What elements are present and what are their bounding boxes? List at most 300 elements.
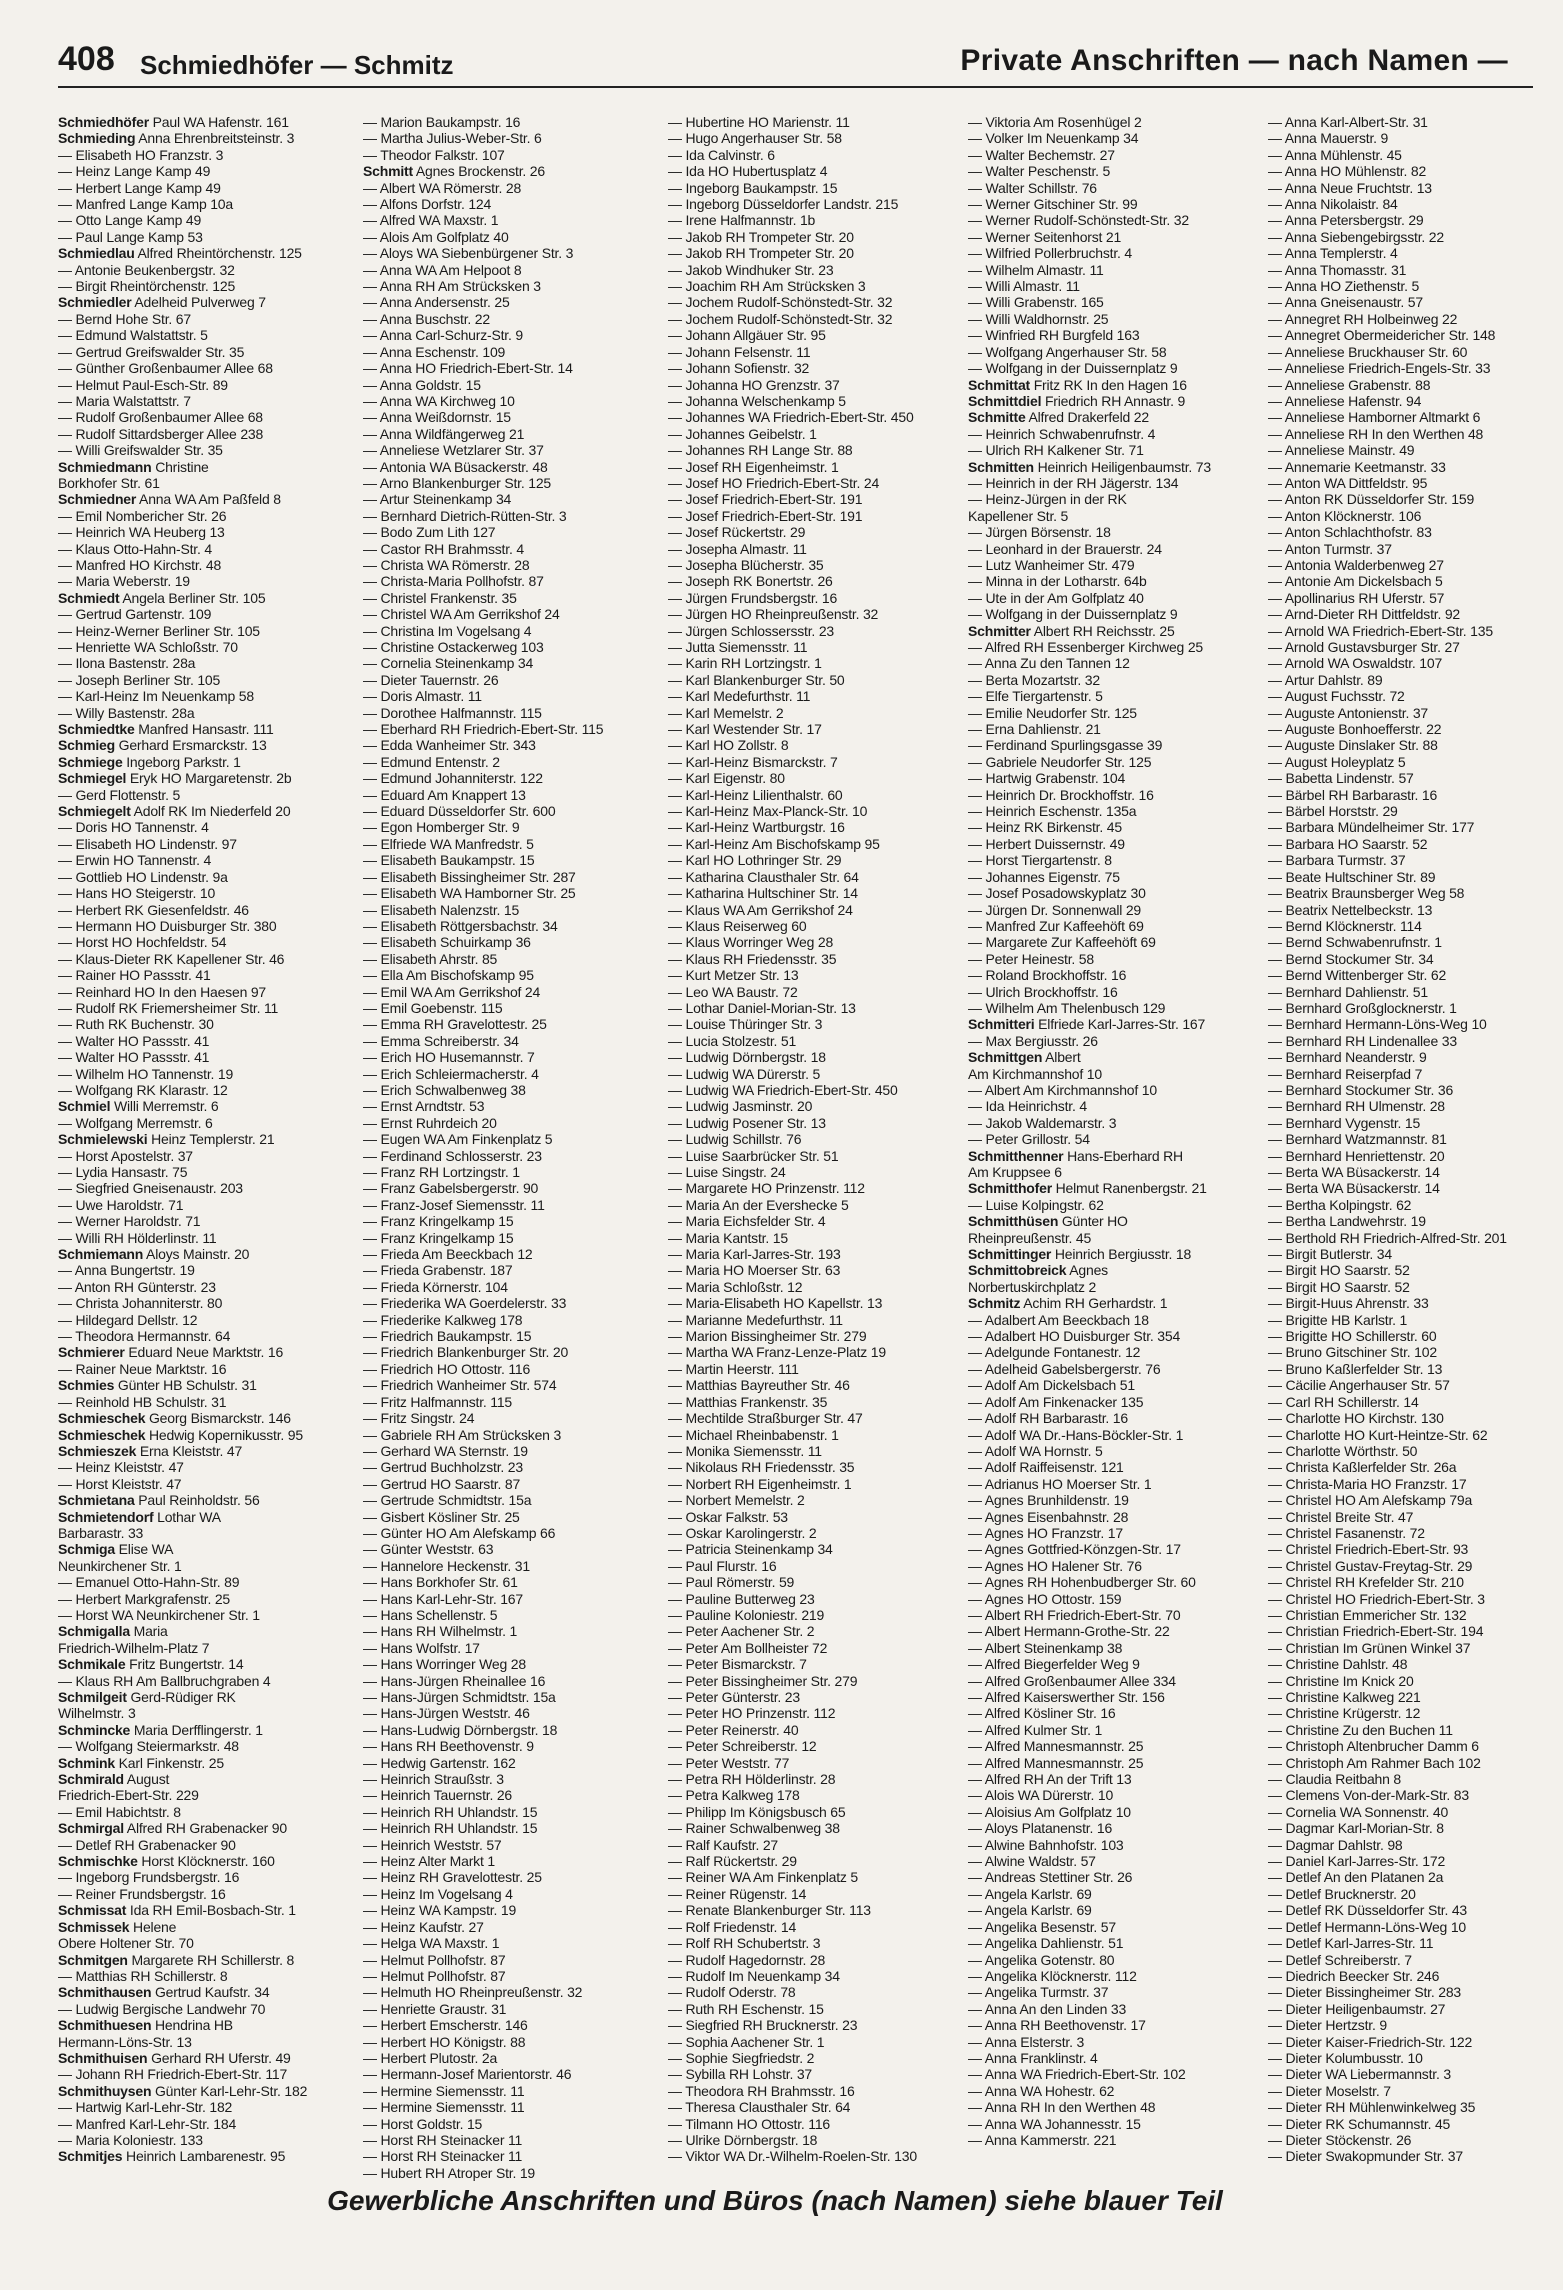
listing-entry: — Dieter Stöckenstr. 26 [1268,2131,1412,2148]
listing-entry: — Peter Heinestr. 58 [968,950,1094,967]
listing-entry: Schmittgen Albert [968,1049,1081,1066]
listing-entry: — Jochem Rudolf-Schönstedt-Str. 32 [668,294,893,311]
listing-entry: — Christoph Altenbrucher Damm 6 [1268,1738,1479,1755]
listing-entry: Schmieschek Hedwig Kopernikusstr. 95 [58,1426,303,1443]
listing-entry: — Max Bergiusstr. 26 [968,1032,1098,1049]
listing-entry: — Tilmann HO Ottostr. 116 [668,2115,831,2132]
listing-entry: — Willi Grabenstr. 165 [968,294,1104,311]
listing-entry: — Bernhard Vygenstr. 15 [1268,1114,1421,1131]
listing-entry: — Aloys Platanenstr. 16 [968,1820,1113,1837]
listing-entry: — Auguste Dinslaker Str. 88 [1268,737,1438,754]
page-number: 408 [58,40,115,78]
listing-entry: — Anna Thomasstr. 31 [1268,261,1407,278]
listing-entry: — Barbara HO Saarstr. 52 [1268,835,1428,852]
listing-entry: — Alfred Kulmer Str. 1 [968,1721,1103,1738]
listing-entry: — Christine Zu den Buchen 11 [1268,1721,1453,1738]
listing-entry: — Arnold WA Oswaldstr. 107 [1268,655,1443,672]
listing-entry: — Heinrich Straußstr. 3 [363,1771,504,1788]
listing-entry: — Günter Weststr. 63 [363,1541,494,1558]
listing-entry: — Barbara Turmstr. 37 [1268,852,1406,869]
listing-entry: — Karin RH Lortzingstr. 1 [668,655,822,672]
listing-entry: — Christoph Am Rahmer Bach 102 [1268,1754,1481,1771]
listing-entry: — Anton Schlachthofstr. 83 [1268,524,1432,541]
listing-entry: — Hildegard Dellstr. 12 [58,1311,198,1328]
listing-entry: — Karl HO Zollstr. 8 [668,737,789,754]
listing-entry: — Matthias Frankenstr. 35 [668,1393,828,1410]
listing-entry: — Nikolaus RH Friedensstr. 35 [668,1459,855,1476]
listing-entry: — Horst Apostelstr. 37 [58,1147,193,1164]
listing-entry: — Wilhelm Am Thelenbusch 129 [968,999,1166,1016]
listing-entry: — Peter Am Bollheister 72 [668,1639,828,1656]
listing-entry: — Roland Brockhoffstr. 16 [968,967,1127,984]
listing-entry: — Heinz Kleiststr. 47 [58,1459,184,1476]
listing-entry: — Cornelia WA Sonnenstr. 40 [1268,1803,1449,1820]
listing-entry: — Daniel Karl-Jarres-Str. 172 [1268,1853,1446,1870]
listing-entry: Wilhelmstr. 3 [58,1705,136,1722]
listing-entry: Hermann-Löns-Str. 13 [58,2033,192,2050]
listing-entry: — Ingeborg Baukampstr. 15 [668,179,838,196]
listing-entry: — Oskar Falkstr. 53 [668,1508,788,1525]
listing-entry: Schmirald August [58,1771,170,1788]
listing-entry: — Anneliese Wetzlarer Str. 37 [363,442,544,459]
listing-entry: — Rainer HO Passstr. 41 [58,967,211,984]
listing-entry: — Wolfgang in der Duissernplatz 9 [968,360,1178,377]
listing-entry: — Adolf WA Hornstr. 5 [968,1442,1103,1459]
listing-entry: — Wolfgang Merremstr. 6 [58,1114,213,1131]
listing-entry: — Alfred RH Essenberger Kirchweg 25 [968,639,1203,655]
listing-entry: — Volker Im Neuenkamp 34 [968,130,1139,147]
listing-entry: — Heinrich Eschenstr. 135a [968,803,1137,820]
listing-entry: — Gabriele RH Am Strücksken 3 [363,1426,562,1443]
listing-entry: — Ferdinand Spurlingsgasse 39 [968,737,1163,754]
listing-entry: Schmiedhöfer Paul WA Hafenstr. 161 [58,114,289,130]
listing-entry: — Ulrike Dörnbergstr. 18 [668,2131,818,2148]
listing-entry: Schmitt Agnes Brockenstr. 26 [363,163,545,180]
listing-entry: — Antonie Am Dickelsbach 5 [1268,573,1443,590]
listing-entry: — Johann Felsenstr. 11 [668,343,811,360]
listing-entry: Schmietana Paul Reinholdstr. 56 [58,1492,260,1509]
listing-entry: — Anna WA Friedrich-Ebert-Str. 102 [968,2066,1186,2083]
listing-entry: — Arnold Gustavsburger Str. 27 [1268,639,1460,655]
listing-entry: — Agnes RH Hohenbudberger Str. 60 [968,1574,1196,1591]
listing-entry: Schmithausen Gertrud Kaufstr. 34 [58,1984,270,2001]
listing-entry: — Pauline Butterweg 23 [668,1590,815,1607]
listing-entry: — Elfe Tiergartenstr. 5 [968,688,1103,705]
listing-entry: — Anneliese Friedrich-Engels-Str. 33 [1268,360,1491,377]
listing-entry: — Adrianus HO Moerser Str. 1 [968,1475,1152,1492]
listing-entry: — Erna Dahlienstr. 21 [968,721,1101,738]
listing-entry: — Marianne Medefurthstr. 11 [668,1311,843,1328]
listing-entry: — Anna Mauerstr. 9 [1268,130,1389,147]
listing-entry: — Karl-Heinz Max-Planck-Str. 10 [668,803,868,820]
listing-entry: — Heinrich Weststr. 57 [363,1836,502,1853]
listing-entry: — Bernhard Dahlienstr. 51 [1268,983,1428,1000]
listing-entry: — Ida Calvinstr. 6 [668,146,775,163]
listing-entry: — Josepha Almastr. 11 [668,540,807,557]
listing-entry: — Helmuth HO Rheinpreußenstr. 32 [363,1984,583,2001]
listing-entry: — Herbert Emscherstr. 146 [363,2017,528,2034]
listing-entry: — Rudolf Großenbaumer Allee 68 [58,409,263,426]
listing-entry: — Horst WA Neunkirchener Str. 1 [58,1606,260,1623]
listing-entry: — Babetta Lindenstr. 57 [1268,770,1414,787]
listing-entry: — Berta WA Büsackerstr. 14 [1268,1180,1440,1197]
listing-entry: — Herbert Markgrafenstr. 25 [58,1590,230,1607]
listing-entry: — Maria-Elisabeth HO Kapellstr. 13 [668,1295,883,1312]
listing-entry: — Lothar Daniel-Morian-Str. 13 [668,999,856,1016]
page-header [58,34,1508,84]
header-rule [58,86,1533,88]
listing-columns [58,114,1533,2181]
listing-entry: — Joseph Berliner Str. 105 [58,671,221,688]
listing-entry: — Brigitte HO Schillerstr. 60 [1268,1328,1437,1345]
listing-entry: — Arnd-Dieter RH Dittfeldstr. 92 [1268,606,1460,623]
listing-entry: — Detlef RK Düsseldorfer Str. 43 [1268,1902,1468,1919]
listing-entry: Schmittobreick Agnes [968,1262,1108,1279]
listing-entry: — Arno Blankenburger Str. 125 [363,474,551,491]
listing-entry: — Marion Baukampstr. 16 [363,114,521,130]
listing-entry: — Werner Haroldstr. 71 [58,1213,201,1230]
listing-entry: — Emma Schreiberstr. 34 [363,1032,519,1049]
listing-entry: — Christa-Maria Pollhofstr. 87 [363,573,544,590]
listing-entry: — August Holeyplatz 5 [1268,753,1406,770]
listing-entry: — Wolfgang Steiermarkstr. 48 [58,1738,239,1755]
listing-entry: — Anna Weißdornstr. 15 [363,409,511,426]
listing-entry: Schmiedtke Manfred Hansastr. 111 [58,721,274,738]
listing-entry: — Birgit-Huus Ahrenstr. 33 [1268,1295,1429,1312]
listing-entry: — Alfred Kaiserswerther Str. 156 [968,1689,1165,1705]
listing-entry: — Siegfried Gneisenaustr. 203 [58,1180,243,1197]
listing-entry: — Bernhard Dietrich-Rütten-Str. 3 [363,507,567,524]
listing-entry: — Heinz Kaufstr. 27 [363,1918,484,1935]
listing-entry: — Maria Kantstr. 15 [668,1229,788,1246]
listing-entry: — Eberhard RH Friedrich-Ebert-Str. 115 [363,721,604,738]
listing-entry: — Anna Neue Fruchtstr. 13 [1268,179,1432,196]
listing-entry: — Peter HO Prinzenstr. 112 [668,1705,836,1722]
listing-entry: — Anna Elsterstr. 3 [968,2033,1085,2050]
listing-entry: — Hermann-Josef Marientorstr. 46 [363,2066,572,2083]
listing-entry: — Matthias Bayreuther Str. 46 [668,1377,850,1394]
listing-entry: — Josepha Blücherstr. 35 [668,556,824,573]
listing-entry: Schmitter Albert RH Reichsstr. 25 [968,622,1175,639]
listing-entry: — Jürgen Schlossersstr. 23 [668,622,834,639]
listing-entry: — Oskar Karolingerstr. 2 [668,1524,817,1541]
listing-entry: — Anna Templerstr. 4 [1268,245,1398,262]
listing-entry: — Sybilla RH Lohstr. 37 [668,2066,813,2083]
listing-entry: — Birgit Rheintörchenstr. 125 [58,278,236,295]
listing-entry: — Elisabeth HO Franzstr. 3 [58,146,224,163]
listing-entry: — Anna Franklinstr. 4 [968,2049,1098,2066]
listing-entry: — Herbert Duissernstr. 49 [968,835,1125,852]
listing-entry: — Heinz Im Vogelsang 4 [363,1885,513,1902]
listing-entry: — Ute in der Am Golfplatz 40 [968,589,1144,606]
listing-entry: — Diedrich Beecker Str. 246 [1268,1967,1440,1984]
listing-entry: — Karl Blankenburger Str. 50 [668,671,845,688]
listing-entry: — Paul Lange Kamp 53 [58,228,203,245]
listing-entry: — Ruth RK Buchenstr. 30 [58,1016,214,1033]
listing-entry: — Ella Am Bischofskamp 95 [363,967,534,984]
listing-entry: — Agnes HO Franzstr. 17 [968,1524,1123,1541]
listing-entry: — Anton Turmstr. 37 [1268,540,1392,557]
listing-entry: — Berta WA Büsackerstr. 14 [1268,1164,1440,1180]
listing-entry: — Christel WA Am Gerrikshof 24 [363,606,560,623]
listing-entry: — Reiner Rügenstr. 14 [668,1885,807,1902]
listing-entry: — Hermine Siemensstr. 11 [363,2099,525,2116]
listing-entry: — Elisabeth Röttgersbachstr. 34 [363,917,558,934]
listing-entry: — Heinz RH Gravelottestr. 25 [363,1869,542,1886]
listing-entry: — Ludwig Posener Str. 13 [668,1114,826,1131]
listing-entry: — Theodora Hermannstr. 64 [58,1328,231,1345]
listing-entry: — Hubert RH Atroper Str. 19 [363,2164,536,2181]
listing-entry: Schmissat Ida RH Emil-Bosbach-Str. 1 [58,1902,296,1919]
listing-entry: — Ulrich Brockhoffstr. 16 [968,983,1118,1000]
listing-entry: — Fritz Halfmannstr. 115 [363,1393,512,1410]
listing-entry: — Friederike Kalkweg 178 [363,1311,523,1328]
listing-entry: — Rudolf Hagedornstr. 28 [668,1951,826,1968]
listing-entry: — Alfons Dorfstr. 124 [363,196,492,213]
listing-entry: — Angelika Turmstr. 37 [968,1984,1109,2001]
listing-entry: — Heinrich Tauernstr. 26 [363,1787,513,1804]
listing-entry: — Anneliese Hamborner Altmarkt 6 [1268,409,1481,426]
listing-entry: — Andreas Stettiner Str. 26 [968,1869,1133,1886]
listing-entry: — Edda Wanheimer Str. 343 [363,737,536,754]
listing-entry: — Bernd Schwabenrufnstr. 1 [1268,934,1442,951]
listing-entry: — Auguste Bonhoefferstr. 22 [1268,721,1442,738]
listing-entry: — Ilona Bastenstr. 28a [58,655,196,672]
listing-entry: — Karl-Heinz Wartburgstr. 16 [668,819,845,836]
listing-entry: — Johannes WA Friedrich-Ebert-Str. 450 [668,409,914,426]
listing-entry: — Leonhard in der Brauerstr. 24 [968,540,1162,557]
listing-entry: — Werner Seitenhorst 21 [968,228,1122,245]
listing-entry: — Eduard Düsseldorfer Str. 600 [363,803,556,820]
listing-entry: — Ludwig WA Friedrich-Ebert-Str. 450 [668,1081,898,1098]
listing-entry: — Gisbert Kösliner Str. 25 [363,1508,520,1525]
listing-entry: — Josef HO Friedrich-Ebert-Str. 24 [668,474,880,491]
listing-entry: — Adolf Am Dickelsbach 51 [968,1377,1135,1394]
listing-entry: — Heinz Alter Markt 1 [363,1853,495,1870]
listing-entry: — Willi Waldhornstr. 25 [968,310,1109,327]
listing-entry: — Manfred Karl-Lehr-Str. 184 [58,2115,237,2132]
listing-entry: — Dieter Tauernstr. 26 [363,671,499,688]
listing-entry: — Ulrich RH Kalkener Str. 71 [968,442,1144,459]
listing-entry: — Karl-Heinz Am Bischofskamp 95 [668,835,880,852]
listing-entry: — Irene Halfmannstr. 1b [668,212,816,229]
listing-entry: — Horst Kleiststr. 47 [58,1475,182,1492]
listing-entry: — Karl-Heinz Lilienthalstr. 60 [668,786,843,803]
listing-entry: — Johannes RH Lange Str. 88 [668,442,853,459]
listing-entry: — Hans-Jürgen Schmidtstr. 15a [363,1689,556,1705]
listing-entry: — Anna WA Kirchweg 10 [363,392,515,409]
listing-entry: — Gertrud Gartenstr. 109 [58,606,212,623]
listing-entry: — Ernst Arndtstr. 53 [363,1098,485,1115]
listing-entry: — Bernhard Henriettenstr. 20 [1268,1147,1445,1164]
listing-entry: — Jürgen Frundsbergstr. 16 [668,589,838,606]
listing-entry: — Egon Homberger Str. 9 [363,819,520,836]
listing-entry: — Franz-Josef Siemensstr. 11 [363,1196,545,1213]
listing-entry: — Karl Eigenstr. 80 [668,770,785,787]
listing-entry: — Ludwig WA Dürerstr. 5 [668,1065,821,1082]
listing-entry: — Sophie Siegfriedstr. 2 [668,2049,815,2066]
listing-entry: — Maria Koloniestr. 133 [58,2131,203,2148]
listing-entry: — Ingeborg Düsseldorfer Landstr. 215 [668,196,899,213]
listing-entry: — Bertha Kolpingstr. 62 [1268,1196,1412,1213]
listing-entry: — Erich Schwalbenweg 38 [363,1081,526,1098]
listing-entry: — Hartwig Grabenstr. 104 [968,770,1126,787]
listing-entry: — Erich HO Husemannstr. 7 [363,1049,535,1066]
listing-entry: — Maria Walstattstr. 7 [58,392,191,409]
listing-column-2 [363,114,658,2181]
listing-entry: — Friedrich HO Ottostr. 116 [363,1360,531,1377]
listing-entry: — Hubertine HO Marienstr. 11 [668,114,850,130]
listing-entry: — Dieter Moselstr. 7 [1268,2082,1391,2099]
listing-entry: — Carl RH Schillerstr. 14 [1268,1393,1419,1410]
listing-entry: Kapellener Str. 5 [968,507,1069,524]
listing-entry: — Anna An den Linden 33 [968,2000,1127,2017]
listing-entry: — Henriette WA Schloßstr. 70 [58,639,238,655]
listing-entry: — Wilfried Pollerbruchstr. 4 [968,245,1133,262]
listing-entry: — Heinrich WA Heuberg 13 [58,524,225,541]
listing-entry: Schmiegel Eryk HO Margaretenstr. 2b [58,770,292,787]
listing-entry: — Maria Weberstr. 19 [58,573,190,590]
listing-entry: — Castor RH Brahmsstr. 4 [363,540,524,557]
listing-entry: — Franz Gabelsbergerstr. 90 [363,1180,539,1197]
running-title-right: Private Anschriften — nach Namen — [960,44,1508,77]
listing-entry: — Maria Eichsfelder Str. 4 [668,1213,826,1230]
listing-entry: Neunkirchener Str. 1 [58,1557,182,1574]
listing-entry: — Anna HO Mühlenstr. 82 [1268,163,1427,180]
listing-entry: — Agnes HO Ottostr. 159 [968,1590,1122,1607]
listing-entry: — Ida Heinrichstr. 4 [968,1098,1087,1115]
listing-entry: — Lutz Wanheimer Str. 479 [968,556,1135,573]
listing-entry: — Detlef Hermann-Löns-Weg 10 [1268,1918,1467,1935]
listing-entry: — Willi Almastr. 11 [968,278,1080,295]
listing-entry: Schmieding Anna Ehrenbreitsteinstr. 3 [58,130,295,147]
listing-entry: — Willi RH Hölderlinstr. 11 [58,1229,217,1246]
listing-entry: — Dagmar Dahlstr. 98 [1268,1836,1403,1853]
listing-entry: — Matthias RH Schillerstr. 8 [58,1967,228,1984]
listing-entry: — Horst HO Hochfeldstr. 54 [58,934,227,951]
listing-entry: — Bernhard Stockumer Str. 36 [1268,1081,1454,1098]
listing-entry: — Anna Nikolaistr. 84 [1268,196,1398,213]
listing-entry: — Walter HO Passstr. 41 [58,1049,210,1066]
listing-entry: — Christel RH Krefelder Str. 210 [1268,1574,1464,1591]
listing-entry: — Alfred Mannesmannstr. 25 [968,1738,1144,1755]
listing-entry: — Alfred Großenbaumer Allee 334 [968,1672,1176,1689]
listing-entry: Schmiga Elise WA [58,1541,174,1558]
listing-entry: — Heinz RK Birkenstr. 45 [968,819,1122,836]
listing-entry: — Peter Bissingheimer Str. 279 [668,1672,858,1689]
listing-entry: — Bertha Landwehrstr. 19 [1268,1213,1426,1230]
listing-entry: — Karl Medefurthstr. 11 [668,688,811,705]
listing-entry: Schmiedt Angela Berliner Str. 105 [58,589,266,606]
listing-entry: — Agnes Eisenbahnstr. 28 [968,1508,1129,1525]
listing-entry: — Alwine Bahnhofstr. 103 [968,1836,1124,1853]
listing-entry: — Heinrich RH Uhlandstr. 15 [363,1820,538,1837]
listing-entry: — Antonie Beukenbergstr. 32 [58,261,235,278]
listing-entry: — Christina Im Vogelsang 4 [363,622,532,639]
listing-entry: Schmieschek Georg Bismarckstr. 146 [58,1410,291,1427]
listing-entry: — Günther Großenbaumer Allee 68 [58,360,273,377]
listing-entry: Schmitte Alfred Drakerfeld 22 [968,409,1149,426]
listing-entry: — Rudolf Im Neuenkamp 34 [668,1967,840,1984]
listing-entry: — Louise Thüringer Str. 3 [668,1016,823,1033]
listing-entry: — Kurt Metzer Str. 13 [668,967,799,984]
listing-entry: — Jürgen Börsenstr. 18 [968,524,1111,541]
listing-entry: — Detlef An den Platanen 2a [1268,1869,1444,1886]
listing-entry: — Friedrich Wanheimer Str. 574 [363,1377,557,1394]
listing-entry: — Adolf Raiffeisenstr. 121 [968,1459,1124,1476]
listing-entry: — Hans HO Steigerstr. 10 [58,885,216,902]
listing-entry: — Christa Johanniterstr. 80 [58,1295,223,1312]
listing-entry: — Michael Rheinbabenstr. 1 [668,1426,839,1443]
listing-entry: — Hans Borkhofer Str. 61 [363,1574,518,1591]
listing-entry: — Patricia Steinenkamp 34 [668,1541,833,1558]
listing-entry: — Josef Posadowskyplatz 30 [968,885,1146,902]
listing-entry: — Bernd Hohe Str. 67 [58,310,191,327]
listing-entry: — Peter Bismarckstr. 7 [668,1656,807,1673]
listing-entry: — Detlef Karl-Jarres-Str. 11 [1268,1935,1434,1952]
footer-note: Gewerbliche Anschriften und Büros (nach Namen) siehe blauer Teil [327,2185,1223,2216]
listing-entry: — Walter HO Passstr. 41 [58,1032,210,1049]
listing-entry: — Christa-Maria HO Franzstr. 17 [1268,1475,1467,1492]
listing-entry: — Franz Kringelkamp 15 [363,1213,514,1230]
listing-entry: — Alwine Waldstr. 57 [968,1853,1096,1870]
listing-entry: — Angela Karlstr. 69 [968,1902,1092,1919]
listing-entry: — Anna WA Hohestr. 62 [968,2082,1115,2099]
listing-entry: — Hugo Angerhauser Str. 58 [668,130,842,147]
listing-entry: Schmitz Achim RH Gerhardstr. 1 [968,1295,1168,1312]
listing-entry: Friedrich-Ebert-Str. 229 [58,1787,199,1804]
listing-entry: — Jakob Waldemarstr. 3 [968,1114,1117,1131]
listing-entry: Schmieszek Erna Kleiststr. 47 [58,1442,243,1459]
listing-entry: — Anna Andersenstr. 25 [363,294,510,311]
listing-entry: — Karl-Heinz Bismarckstr. 7 [668,753,838,770]
listing-entry: — Ferdinand Schlosserstr. 23 [363,1147,542,1164]
listing-entry: — Christa Kaßlerfelder Str. 26a [1268,1459,1457,1476]
listing-entry: — Horst RH Steinacker 11 [363,2131,523,2148]
listing-entry: — Christine Kalkweg 221 [1268,1689,1421,1705]
listing-entry: — Anton RK Düsseldorfer Str. 159 [1268,491,1475,508]
listing-entry: Schmiege Ingeborg Parkstr. 1 [58,753,241,770]
listing-entry: — Bärbel RH Barbarastr. 16 [1268,786,1438,803]
listing-entry: — Katharina Clausthaler Str. 64 [668,868,859,885]
listing-entry: — Josef Friedrich-Ebert-Str. 191 [668,507,863,524]
listing-entry: — Frieda Grabenstr. 187 [363,1262,513,1279]
listing-entry: — Wolfgang RK Klarastr. 12 [58,1081,228,1098]
listing-entry: — Anna RH Beethovenstr. 17 [968,2017,1146,2034]
listing-entry: — Heinrich Schwabenrufnstr. 4 [968,425,1156,442]
listing-entry: — Cornelia Steinenkamp 34 [363,655,534,672]
listing-entry: — Viktoria Am Rosenhügel 2 [968,114,1142,130]
listing-entry: — Dieter RK Schumannstr. 45 [1268,2115,1451,2132]
listing-entry: — Adolf Am Finkenacker 135 [968,1393,1144,1410]
listing-entry: — Hermine Siemensstr. 11 [363,2082,525,2099]
listing-entry: — Walter Bechemstr. 27 [968,146,1115,163]
listing-entry: — Ludwig Jasminstr. 20 [668,1098,813,1115]
listing-entry: Borkhofer Str. 61 [58,474,160,491]
listing-entry: — Anton WA Dittfeldstr. 95 [1268,474,1428,491]
listing-entry: — Alois WA Dürerstr. 10 [968,1787,1114,1804]
listing-entry: — Jutta Siemensstr. 11 [668,639,808,655]
listing-entry: — Christine Ostackerweg 103 [363,639,544,655]
listing-entry: — Angelika Klöcknerstr. 112 [968,1967,1137,1984]
listing-entry: — Peter Günterstr. 23 [668,1689,800,1705]
listing-entry: — Norbert Memelstr. 2 [668,1492,805,1509]
listing-entry: — Karl HO Lothringer Str. 29 [668,852,842,869]
listing-entry: Schmithuysen Günter Karl-Lehr-Str. 182 [58,2082,308,2099]
listing-entry: — Bernhard Großglocknerstr. 1 [1268,999,1457,1016]
listing-entry: — Bernhard RH Lindenallee 33 [1268,1032,1457,1049]
listing-entry: — Paul Flurstr. 16 [668,1557,777,1574]
